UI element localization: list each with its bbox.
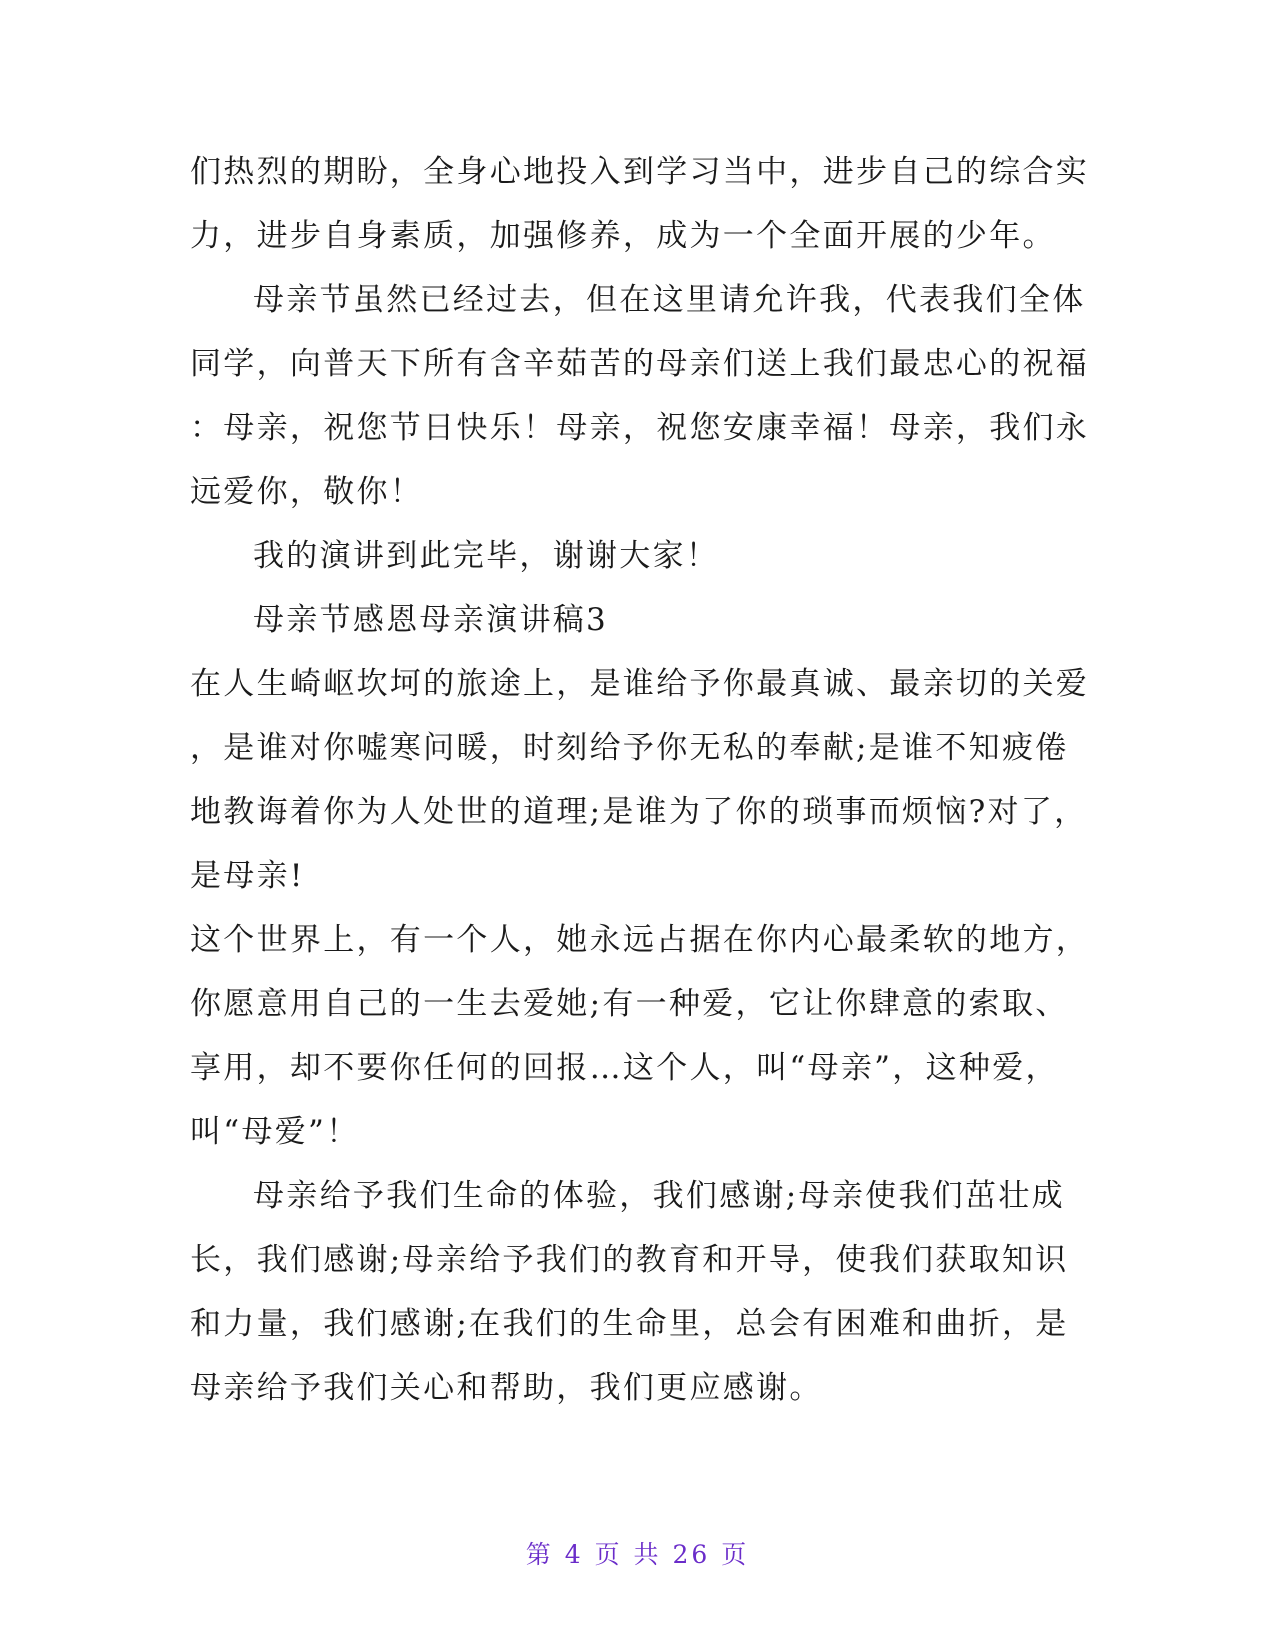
text-line: 们热烈的期盼，全身心地投入到学习当中，进步自己的综合实 bbox=[190, 154, 1090, 190]
text-line: 你愿意用自己的一生去爱她;有一种爱，它让你肆意的索取、 bbox=[190, 986, 1069, 1022]
text-line: 在人生崎岖坎坷的旅途上，是谁给予你最真诚、最亲切的关爱 bbox=[190, 666, 1090, 702]
text-line: 和力量，我们感谢;在我们的生命里，总会有困难和曲折，是 bbox=[190, 1306, 1069, 1342]
text-line: 地教诲着你为人处世的道理;是谁为了你的琐事而烦恼?对了， bbox=[190, 794, 1088, 830]
text-line: 远爱你，敬你！ bbox=[190, 474, 424, 510]
text-line: 是母亲! bbox=[190, 858, 305, 894]
text-line: 享用，却不要你任何的回报…这个人，叫“母亲”，这种爱， bbox=[190, 1050, 1059, 1086]
text-line: 叫“母爱”！ bbox=[190, 1114, 360, 1150]
text-line: 同学，向普天下所有含辛茹苦的母亲们送上我们最忠心的祝福 bbox=[190, 346, 1090, 382]
text-line: ，是谁对你嘘寒问暖，时刻给予你无私的奉献;是谁不知疲倦 bbox=[190, 730, 1069, 766]
text-line: ：母亲，祝您节日快乐！母亲，祝您安康幸福！母亲，我们永 bbox=[190, 410, 1090, 446]
text-line: 这个世界上，有一个人，她永远占据在你内心最柔软的地方， bbox=[190, 922, 1090, 958]
text-line: 母亲给予我们生命的体验，我们感谢;母亲使我们茁壮成 bbox=[253, 1178, 1065, 1214]
text-line: 母亲给予我们关心和帮助，我们更应感谢。 bbox=[190, 1370, 823, 1406]
text-line: 我的演讲到此完毕，谢谢大家！ bbox=[253, 538, 720, 574]
text-line: 力，进步自身素质，加强修养，成为一个全面开展的少年。 bbox=[190, 218, 1056, 254]
text-line: 长，我们感谢;母亲给予我们的教育和开导，使我们获取知识 bbox=[190, 1242, 1069, 1278]
page-number-footer: 第 4 页 共 26 页 bbox=[525, 1540, 750, 1569]
document-body bbox=[190, 140, 1090, 1420]
text-line: 母亲节虽然已经过去，但在这里请允许我，代表我们全体 bbox=[253, 282, 1086, 318]
section-heading: 母亲节感恩母亲演讲稿3 bbox=[253, 602, 609, 638]
